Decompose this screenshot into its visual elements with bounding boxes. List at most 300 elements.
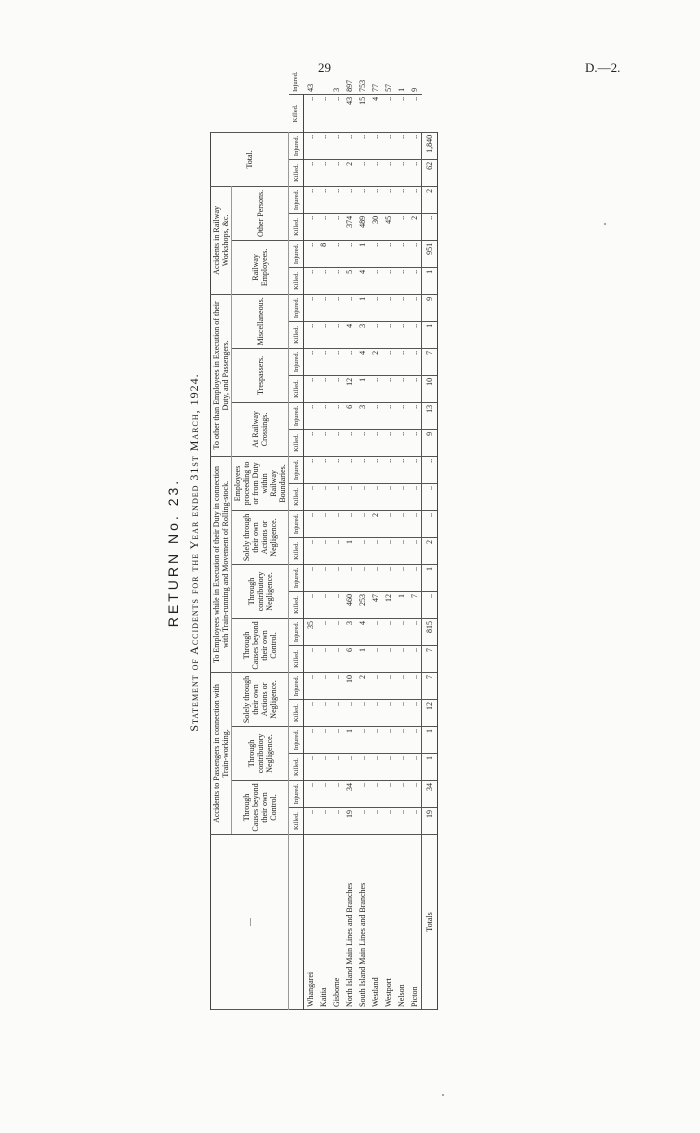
table-cell: 1: [356, 375, 369, 402]
subhead-contributory-negligence: Through contributory Negligence.: [232, 727, 289, 781]
table-cell: ..: [369, 754, 382, 781]
killed-header: Killed.: [289, 700, 304, 727]
table-cell: ..: [317, 456, 330, 483]
rotated-statement: [165, 71, 470, 1010]
table-cell: ..: [330, 700, 343, 727]
table-cell: 1: [356, 645, 369, 672]
totals-cell: 10: [422, 375, 438, 402]
table-cell: ..: [356, 781, 369, 808]
injured-header: Injured.: [289, 294, 304, 321]
table-cell: ..: [317, 754, 330, 781]
table-cell: ..: [395, 700, 408, 727]
table-cell: ..: [369, 483, 382, 510]
table-cell: ..: [408, 402, 422, 429]
table-cell: ..: [343, 483, 356, 510]
injured-header: Injured.: [289, 564, 304, 591]
table-cell: ..: [369, 456, 382, 483]
table-cell: ..: [317, 132, 330, 159]
table-cell: ..: [356, 132, 369, 159]
table-cell: ..: [408, 375, 422, 402]
table-cell: ..: [408, 186, 422, 213]
table-cell: ..: [317, 700, 330, 727]
table-cell: ..: [408, 537, 422, 564]
table-cell: ..: [330, 645, 343, 672]
table-cell: 2: [369, 348, 382, 375]
table-cell: 1: [356, 294, 369, 321]
table-cell: ..: [304, 94, 318, 132]
table-cell: ..: [317, 186, 330, 213]
table-cell: ..: [356, 727, 369, 754]
table-cell: ..: [369, 294, 382, 321]
table-cell: 47: [369, 591, 382, 618]
table-cell: ..: [395, 727, 408, 754]
table-cell: ..: [330, 754, 343, 781]
totals-cell: 951: [422, 240, 438, 267]
table-cell: ..: [408, 808, 422, 835]
table-cell: ..: [369, 808, 382, 835]
table-cell: ..: [356, 564, 369, 591]
totals-cell: 2: [422, 186, 438, 213]
totals-cell: ..: [422, 483, 438, 510]
subhead-trespassers: Trespassers.: [232, 348, 289, 402]
table-cell: ..: [304, 808, 318, 835]
table-cell: ..: [343, 700, 356, 727]
speck: [442, 1094, 444, 1096]
table-cell: ..: [382, 429, 395, 456]
statement-title: Statement of Accidents for the Year ended 31st March, 1924.: [187, 373, 201, 732]
table-cell: 2: [408, 213, 422, 240]
table-cell: ..: [330, 781, 343, 808]
table-cell: 12: [343, 375, 356, 402]
table-body: [304, 79, 438, 1009]
table-cell: ..: [395, 240, 408, 267]
table-cell: ..: [304, 429, 318, 456]
table-cell: 3: [356, 402, 369, 429]
table-cell: ..: [330, 186, 343, 213]
table-cell: ..: [395, 510, 408, 537]
table-cell: ..: [317, 429, 330, 456]
table-cell: ..: [395, 564, 408, 591]
subhead-railway-crossings: At Railway Crossings.: [232, 402, 289, 456]
table-cell: ..: [343, 186, 356, 213]
table-cell: ..: [395, 94, 408, 132]
table-cell: 6: [343, 402, 356, 429]
table-cell: ..: [369, 132, 382, 159]
table-cell: ..: [369, 727, 382, 754]
killed-header: Killed.: [289, 537, 304, 564]
stub-header: —: [211, 835, 289, 1010]
table-cell: 374: [343, 213, 356, 240]
table-cell: ..: [369, 402, 382, 429]
injured-header: Injured.: [289, 240, 304, 267]
table-cell: ..: [317, 564, 330, 591]
totals-label: Totals: [422, 835, 438, 1010]
table-cell: 15: [356, 94, 369, 132]
table-cell: 35: [304, 618, 318, 645]
table-cell: ..: [330, 321, 343, 348]
totals-cell: 2: [422, 537, 438, 564]
table-cell: ..: [369, 186, 382, 213]
table-cell: ..: [408, 240, 422, 267]
table-cell: ..: [330, 483, 343, 510]
table-cell: ..: [304, 537, 318, 564]
table-cell: ..: [395, 294, 408, 321]
return-title: RETURN No. 23.: [165, 477, 181, 628]
group-workshops: Accidents in Railway Workshops, &c.: [211, 186, 232, 294]
table-cell: ..: [356, 483, 369, 510]
table-cell: ..: [369, 537, 382, 564]
totals-cell: 1,840: [422, 132, 438, 159]
table-cell: ..: [395, 402, 408, 429]
table-cell: ..: [369, 564, 382, 591]
table-cell: ..: [304, 700, 318, 727]
table-cell: ..: [395, 375, 408, 402]
killed-header: Killed.: [289, 94, 304, 132]
table-cell: ..: [304, 348, 318, 375]
table-cell: ..: [304, 267, 318, 294]
table-cell: ..: [395, 781, 408, 808]
group-employees-duty: To Employees while in Execution of their Duty in connection with Train-running and Movement of Rolling-stock.: [211, 456, 232, 672]
table-cell: ..: [382, 267, 395, 294]
subhead-emp-proceeding: Employees proceeding to or from Duty within Railway Boundaries.: [232, 456, 289, 510]
subhead-own-actions: Solely through their own Actions or Negligence.: [232, 672, 289, 726]
group-others: To other than Employees in Execution of their Duty, and Passengers.: [211, 294, 232, 456]
table-cell: ..: [382, 240, 395, 267]
table-cell: ..: [356, 510, 369, 537]
table-cell: ..: [356, 456, 369, 483]
killed-injured-row: Killed. Injured. Killed. Injured. Killed. Injured. Killed. Injured. Killed. Injured. Killed. Injured. Killed. Injured. Killed. Injured. Killed. Injured. Killed. Injured. Killed. Injured. Killed. Injured. Killed. Injured. Killed. Injured.: [289, 94, 304, 1009]
table-cell: ..: [382, 402, 395, 429]
table-cell: ..: [317, 94, 330, 132]
table-cell: ..: [408, 781, 422, 808]
table-cell: ..: [382, 754, 395, 781]
table-cell: ..: [330, 159, 343, 186]
table-cell: ..: [395, 537, 408, 564]
table-row: Westport .. .. .. .. .. .. .. .. 12 .. .. .. .. .. .. .. .. .. .. .. .. .. 45 .. .. .. .. 57: [382, 94, 395, 1009]
table-cell: ..: [304, 132, 318, 159]
row-label: Gisborne: [330, 835, 343, 1010]
table-cell: ..: [317, 781, 330, 808]
table-cell: ..: [382, 94, 395, 132]
table-cell: ..: [369, 159, 382, 186]
table-cell: 2: [343, 159, 356, 186]
table-cell: ..: [369, 700, 382, 727]
table-cell: ..: [382, 456, 395, 483]
totals-row: [422, 94, 438, 1009]
table-cell: 460: [343, 591, 356, 618]
table-cell: ..: [356, 537, 369, 564]
table-cell: ..: [382, 700, 395, 727]
table-cell: ..: [317, 321, 330, 348]
totals-cell: 62: [422, 159, 438, 186]
killed-header: Killed.: [289, 483, 304, 510]
table-cell: ..: [330, 375, 343, 402]
totals-cell: 7: [422, 672, 438, 699]
killed-header: Killed.: [289, 213, 304, 240]
subhead-emp-own-actions: Solely through their own Actions or Negligence.: [232, 510, 289, 564]
table-row: Whangarei .. .. .. .. .. .. .. 35 .. .. .. .. .. .. .. .. .. .. .. .. .. .. .. .. .. .. .. 43: [304, 94, 318, 1009]
table-cell: ..: [369, 781, 382, 808]
table-cell: ..: [369, 645, 382, 672]
table-cell: ..: [356, 808, 369, 835]
table-cell: ..: [317, 348, 330, 375]
table-cell: ..: [408, 618, 422, 645]
table-row: Gisborne .. .. .. .. .. .. .. .. .. .. .. .. .. .. .. .. .. .. .. .. .. .. .. .. .. .. .. 3: [330, 94, 343, 1009]
table-cell: ..: [382, 645, 395, 672]
table-cell: ..: [382, 510, 395, 537]
table-cell: ..: [330, 808, 343, 835]
table-cell: ..: [343, 456, 356, 483]
table-cell: ..: [382, 294, 395, 321]
row-label: South Island Main Lines and Branches: [356, 835, 369, 1010]
table-cell: ..: [317, 672, 330, 699]
table-cell: ..: [395, 672, 408, 699]
table-cell: ..: [382, 132, 395, 159]
table-cell: ..: [395, 808, 408, 835]
table-cell: ..: [395, 645, 408, 672]
table-cell: ..: [304, 213, 318, 240]
table-row: South Island Main Lines and Branches .. .. .. .. .. 2 1 4 253 .. .. .. .. .. .. 3 1 4 3 1 4 1 489 .. .. .. 15 753: [356, 94, 369, 1009]
table-cell: ..: [317, 483, 330, 510]
totals-cell: 815: [422, 618, 438, 645]
table-cell: ..: [317, 510, 330, 537]
table-cell: ..: [369, 321, 382, 348]
table-cell: ..: [317, 213, 330, 240]
table-cell: ..: [395, 321, 408, 348]
table-cell: 4: [356, 348, 369, 375]
totals-cell: 7: [422, 645, 438, 672]
totals-cell: 9: [422, 294, 438, 321]
injured-header: Injured.: [289, 132, 304, 159]
table-cell: ..: [408, 754, 422, 781]
table-cell: ..: [304, 781, 318, 808]
table-cell: ..: [369, 375, 382, 402]
table-cell: 45: [382, 213, 395, 240]
totals-cell: 9: [422, 429, 438, 456]
table-cell: ..: [369, 618, 382, 645]
table-cell: ..: [343, 564, 356, 591]
table-cell: ..: [408, 456, 422, 483]
subhead-emp-causes-beyond-control: Through Causes beyond their own Control.: [232, 618, 289, 672]
table-cell: ..: [304, 402, 318, 429]
table-cell: ..: [343, 240, 356, 267]
table-cell: ..: [395, 213, 408, 240]
table-cell: ..: [408, 483, 422, 510]
row-label: North Island Main Lines and Branches: [343, 835, 356, 1010]
group-total: Total.: [211, 132, 289, 186]
table-cell: ..: [330, 267, 343, 294]
stub-blank: [289, 835, 304, 1010]
table-cell: ..: [330, 402, 343, 429]
killed-header: Killed.: [289, 159, 304, 186]
totals-cell: 1: [422, 727, 438, 754]
table-cell: 3: [356, 321, 369, 348]
table-cell: ..: [382, 564, 395, 591]
row-label: Picton: [408, 835, 422, 1010]
table-cell: 43: [343, 94, 356, 132]
table-cell: ..: [304, 754, 318, 781]
table-cell: ..: [330, 591, 343, 618]
table-cell: ..: [356, 700, 369, 727]
table-cell: ..: [304, 645, 318, 672]
table-cell: ..: [408, 510, 422, 537]
killed-header: Killed.: [289, 321, 304, 348]
table-cell: ..: [408, 321, 422, 348]
table-cell: ..: [304, 240, 318, 267]
subhead-emp-contributory-negligence: Through contributory Negligence.: [232, 564, 289, 618]
table-cell: ..: [330, 132, 343, 159]
table-cell: ..: [343, 754, 356, 781]
subhead-railway-employees: Railway Employees.: [232, 240, 289, 294]
table-cell: ..: [330, 537, 343, 564]
row-label: Kaitia: [317, 835, 330, 1010]
table-cell: ..: [304, 591, 318, 618]
table-cell: ..: [408, 94, 422, 132]
table-cell: ..: [317, 402, 330, 429]
injured-header: Injured.: [289, 402, 304, 429]
table-cell: 1: [343, 727, 356, 754]
table-cell: ..: [317, 294, 330, 321]
table-cell: ..: [317, 159, 330, 186]
table-cell: ..: [395, 186, 408, 213]
table-cell: ..: [343, 510, 356, 537]
table-cell: ..: [356, 754, 369, 781]
table-cell: ..: [330, 672, 343, 699]
killed-header: Killed.: [289, 591, 304, 618]
table-cell: ..: [382, 537, 395, 564]
table-cell: ..: [369, 240, 382, 267]
table-cell: ..: [408, 564, 422, 591]
table-cell: ..: [304, 483, 318, 510]
table-cell: ..: [304, 321, 318, 348]
totals-cell: 13: [422, 402, 438, 429]
totals-cell: ..: [422, 591, 438, 618]
table-cell: ..: [317, 267, 330, 294]
table-cell: ..: [408, 645, 422, 672]
injured-header: Injured.: [289, 510, 304, 537]
table-cell: ..: [330, 294, 343, 321]
table-cell: ..: [330, 564, 343, 591]
killed-header: Killed.: [289, 375, 304, 402]
table-cell: 4: [343, 321, 356, 348]
table-cell: ..: [330, 618, 343, 645]
table-cell: ..: [304, 564, 318, 591]
table-cell: ..: [330, 727, 343, 754]
killed-header: Killed.: [289, 754, 304, 781]
table-cell: 5: [343, 267, 356, 294]
table-cell: ..: [382, 186, 395, 213]
table-cell: ..: [408, 429, 422, 456]
table-cell: 4: [356, 267, 369, 294]
page-number: 29: [318, 60, 331, 75]
accidents-table: [210, 71, 438, 1010]
killed-header: Killed.: [289, 429, 304, 456]
speck: [604, 223, 606, 225]
table-cell: ..: [356, 186, 369, 213]
table-cell: ..: [395, 132, 408, 159]
table-cell: 253: [356, 591, 369, 618]
table-cell: ..: [356, 159, 369, 186]
table-cell: 4: [369, 94, 382, 132]
table-cell: ..: [330, 213, 343, 240]
table-cell: ..: [330, 456, 343, 483]
table-row: [317, 94, 330, 1009]
killed-header: Killed.: [289, 267, 304, 294]
table-cell: ..: [382, 483, 395, 510]
table-cell: ..: [317, 808, 330, 835]
table-cell: ..: [304, 672, 318, 699]
subhead-other-persons: Other Persons.: [232, 186, 289, 240]
table-cell: ..: [304, 510, 318, 537]
table-cell: ..: [317, 591, 330, 618]
table-row: North Island Main Lines and Branches 19 34 .. 1 .. 10 6 3 460 .. 1 .. .. .. .. 6 12 .. 4 .. 5 .. 374 .. 2 .. 43 897: [343, 94, 356, 1009]
injured-header: Injured.: [289, 727, 304, 754]
table-cell: 1: [395, 591, 408, 618]
table-cell: ..: [382, 672, 395, 699]
table-cell: ..: [317, 537, 330, 564]
totals-cell: 1: [422, 267, 438, 294]
document-code: D.—2.: [585, 60, 621, 75]
injured-header: Injured.: [289, 348, 304, 375]
totals-cell: 1: [422, 564, 438, 591]
table-cell: 12: [382, 591, 395, 618]
table-cell: ..: [408, 700, 422, 727]
table-cell: ..: [395, 429, 408, 456]
table-cell: 3: [343, 618, 356, 645]
table-cell: ..: [382, 727, 395, 754]
totals-cell: ..: [422, 213, 438, 240]
table-cell: ..: [369, 672, 382, 699]
table-cell: ..: [395, 483, 408, 510]
table-cell: 19: [343, 808, 356, 835]
table-cell: ..: [408, 672, 422, 699]
killed-header: Killed.: [289, 645, 304, 672]
totals-cell: 19: [422, 808, 438, 835]
totals-cell: 7: [422, 348, 438, 375]
table-cell: ..: [330, 240, 343, 267]
totals-cell: ..: [422, 510, 438, 537]
table-cell: 6: [343, 645, 356, 672]
table-cell: ..: [408, 727, 422, 754]
table-cell: ..: [304, 186, 318, 213]
table-cell: ..: [330, 510, 343, 537]
table-cell: ..: [369, 267, 382, 294]
table-cell: 10: [343, 672, 356, 699]
table-cell: ..: [330, 348, 343, 375]
table-cell: ..: [304, 456, 318, 483]
table-cell: ..: [395, 618, 408, 645]
table-cell: 2: [356, 672, 369, 699]
table-cell: ..: [395, 348, 408, 375]
totals-cell: 1: [422, 754, 438, 781]
totals-cell: 12: [422, 700, 438, 727]
table-cell: ..: [356, 429, 369, 456]
table-cell: ..: [317, 645, 330, 672]
table-cell: ..: [382, 321, 395, 348]
table-cell: ..: [382, 618, 395, 645]
table-cell: ..: [408, 132, 422, 159]
table-cell: ..: [395, 754, 408, 781]
injured-header: Injured.: [289, 456, 304, 483]
killed-header: Killed.: [289, 808, 304, 835]
table-cell: ..: [330, 94, 343, 132]
table-cell: ..: [382, 375, 395, 402]
table-cell: ..: [343, 294, 356, 321]
table-cell: ..: [343, 132, 356, 159]
table-cell: ..: [408, 348, 422, 375]
table-cell: 7: [408, 591, 422, 618]
table-cell: ..: [330, 429, 343, 456]
